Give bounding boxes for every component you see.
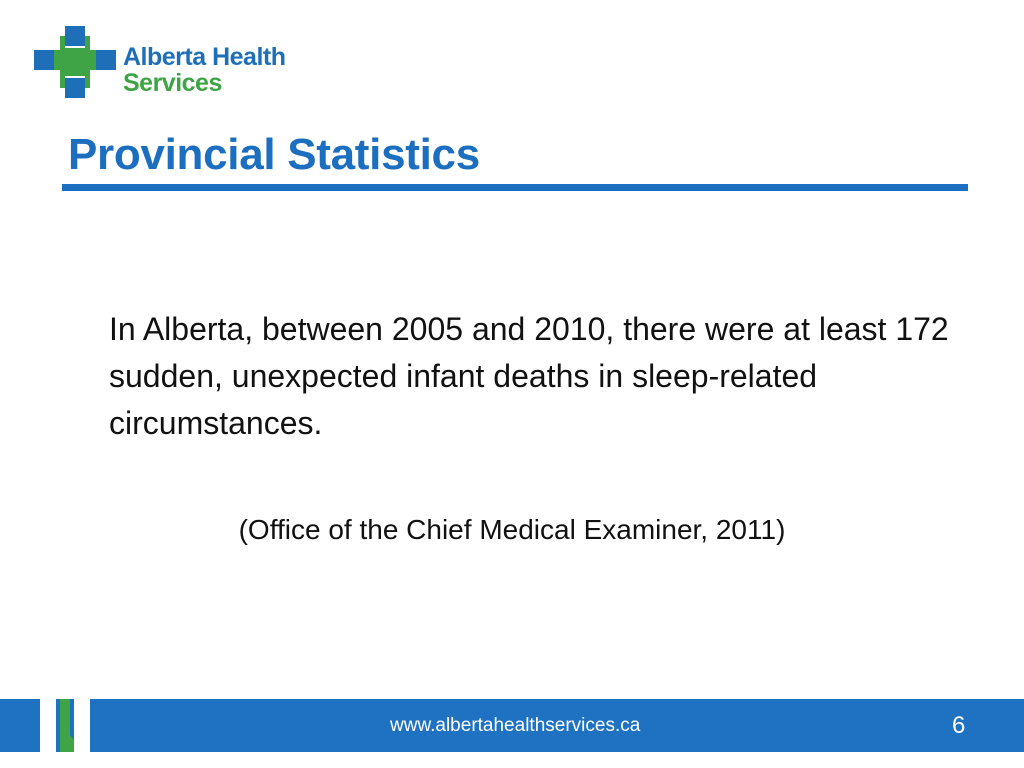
slide-body-text: In Alberta, between 2005 and 2010, there were at least 172 sudden, unexpected infant deaths in sleep-related circumstances.: [109, 311, 949, 441]
ahs-footer-mark-icon: [40, 699, 90, 752]
brand-wordmark: [123, 44, 285, 96]
brand-line-2: Services: [123, 69, 222, 97]
title-underline: [62, 184, 968, 191]
footer-bar: [0, 699, 1024, 752]
page-number: 6: [952, 712, 966, 739]
brand-line-1: Alberta Health: [123, 43, 286, 71]
ahs-logo-icon: [34, 26, 116, 98]
slide-title: Provincial Statistics: [68, 130, 480, 179]
footer-website-link[interactable]: www.albertahealthservices.ca: [390, 715, 641, 736]
citation-text: (Office of the Chief Medical Examiner, 2011): [238, 514, 786, 545]
